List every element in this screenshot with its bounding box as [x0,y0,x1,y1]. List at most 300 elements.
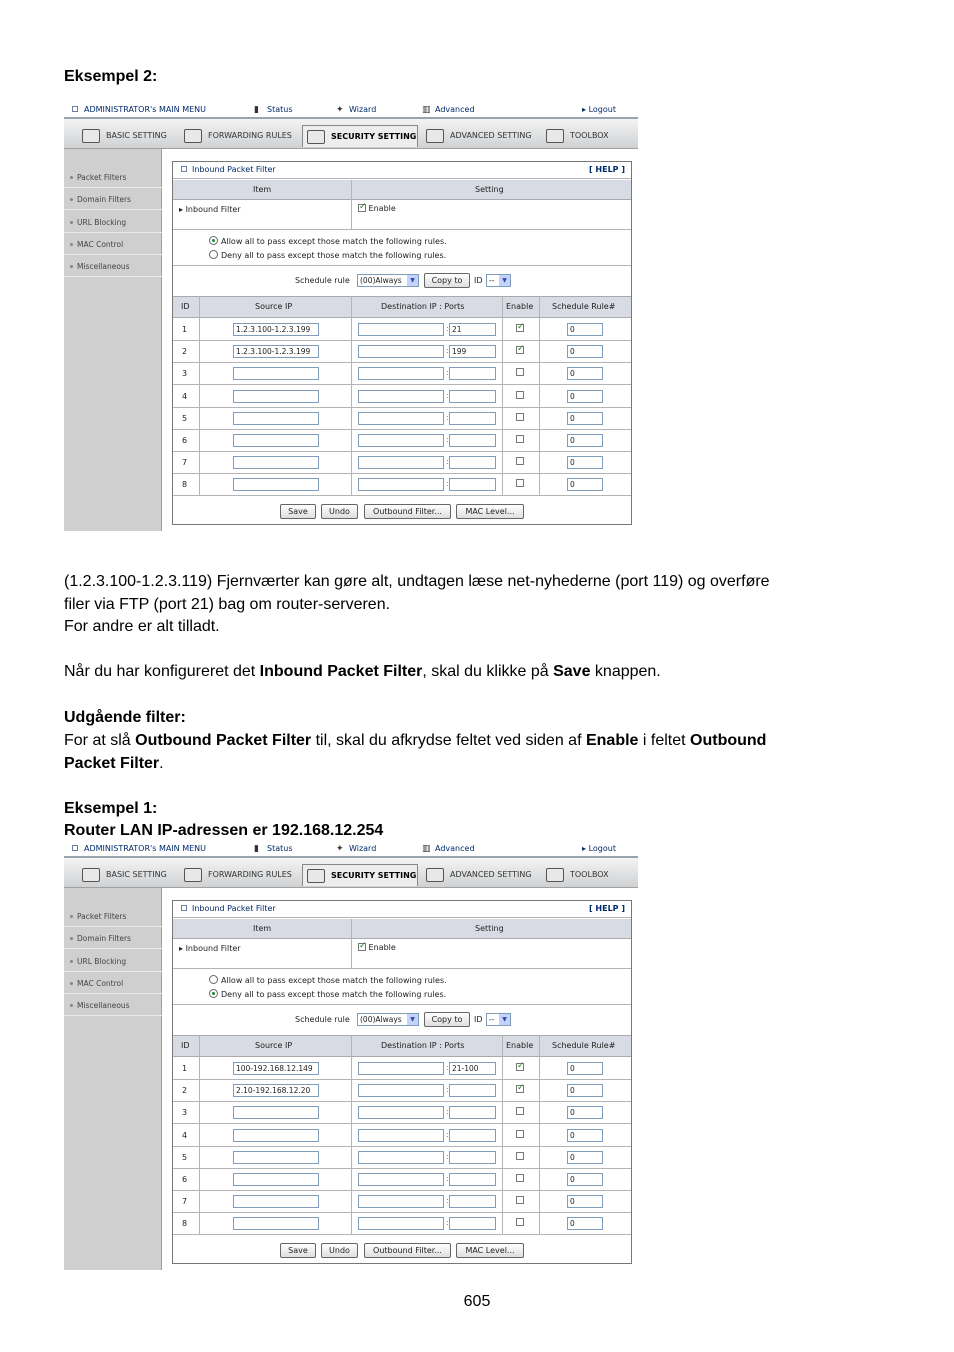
rule-enable-checkbox[interactable] [516,435,524,444]
destination-ip-input[interactable] [358,1129,444,1142]
inbound-packet-filter-panel [172,900,632,1264]
checkbox-icon [358,943,366,951]
row-divider [173,1212,631,1213]
radio-icon [209,236,218,245]
destination-port-input[interactable]: 21-100 [449,1062,496,1075]
id-select[interactable] [486,1013,511,1026]
source-ip-input[interactable]: 100-192.168.12.149 [233,1062,319,1075]
tab-security-setting[interactable] [302,864,418,886]
tab-advanced-setting[interactable] [422,864,540,886]
destination-port-input[interactable] [449,1195,496,1208]
bullet-icon [70,265,73,268]
row-divider [173,451,631,452]
text-bold: Outbound [690,732,767,749]
panel-title-label: Inbound Packet Filter [192,904,276,913]
panel-square-icon [181,905,187,911]
destination-ip-input[interactable] [358,345,444,358]
book-icon [82,129,100,143]
destination-port-input[interactable] [449,1217,496,1230]
tab-basic-setting[interactable] [78,125,178,147]
advanced-icon: ▥ [422,105,431,115]
divider [351,180,352,230]
schedule-rule-input[interactable]: 0 [567,390,603,403]
schedule-rule-input[interactable]: 0 [567,1129,603,1142]
divider [539,1035,540,1235]
schedule-rule-input[interactable]: 0 [567,434,603,447]
panel-title [181,165,276,174]
rule-id: 6 [182,436,188,445]
rule-enable-checkbox[interactable] [516,368,524,377]
rule-enable-checkbox[interactable] [516,1085,524,1094]
id-label: ID [474,276,483,285]
destination-ip-input[interactable] [358,1217,444,1230]
book-icon [82,868,100,882]
divider [351,919,352,969]
destination-port-input[interactable] [449,1106,496,1119]
wizard-link[interactable] [336,105,376,115]
destination-ip-input[interactable] [358,1151,444,1164]
logout-label: Logout [588,105,616,114]
source-ip-input[interactable] [233,478,319,491]
divider [199,1035,200,1235]
tab-label: SECURITY SETTING [331,132,417,141]
destination-port-input[interactable]: 21 [449,323,496,336]
rule-enable-checkbox[interactable] [516,1063,524,1072]
undo-button[interactable]: Undo [321,1243,358,1258]
checkbox-icon [516,479,524,487]
text: , skal du klikke på [422,663,554,680]
rule-id: 7 [182,1197,188,1207]
column-header-destination: Destination IP : Ports [381,1041,465,1050]
rule-enable-checkbox[interactable] [516,324,524,333]
id-label: ID [474,1015,483,1024]
undo-button[interactable]: Undo [321,504,358,519]
schedule-rule-value: (00)Always [360,276,402,285]
item-setting-header [173,919,631,939]
schedule-rule-select[interactable] [357,1013,419,1026]
destination-port-input[interactable] [449,1129,496,1142]
enable-label: Enable [368,204,396,213]
row-divider [173,1101,631,1102]
destination-ip-input[interactable] [358,323,444,336]
rule-enable-checkbox[interactable] [516,1107,524,1116]
radio-icon [209,989,218,998]
source-ip-input[interactable] [233,1217,319,1230]
schedule-rule-value: (00)Always [360,1015,402,1024]
destination-port-input[interactable] [449,367,496,380]
save-button[interactable]: Save [280,1243,316,1258]
ip-port-separator: : [446,1151,449,1161]
rule-enable-checkbox[interactable] [516,391,524,400]
destination-ip-input[interactable] [358,1173,444,1186]
wizard-label: Wizard [349,844,377,853]
column-header-item: Item [253,185,272,194]
rule-id: 8 [182,480,188,490]
bullet-icon [70,176,73,179]
logout-link[interactable] [582,844,616,853]
destination-port-input[interactable] [449,412,496,425]
sidebar-item-label: Miscellaneous [77,1001,130,1010]
rule-id: 4 [182,1130,188,1140]
destination-port-input[interactable]: 199 [449,345,496,358]
source-ip-input[interactable] [233,434,319,447]
chevron-down-icon: ▼ [407,1014,418,1025]
destination-port-input[interactable] [449,1151,496,1164]
divider [502,296,503,496]
router-screenshot-example1 [64,842,638,1270]
menu-square-icon [72,845,78,851]
logout-link[interactable] [582,105,616,114]
divider [351,1035,352,1235]
paragraph-line: For andre er alt tilladt. [64,618,220,635]
text: For at slå [64,732,136,749]
divider [173,968,631,969]
column-header-enable: Enable [506,1041,534,1050]
text-bold: Enable [585,732,639,749]
checkbox-icon [516,324,524,332]
chevron-down-icon: ▼ [407,275,418,286]
source-ip-input[interactable]: 1.2.3.100-1.2.3.199 [233,323,319,336]
page-number: 605 [463,1293,491,1310]
sidebar-item-label: MAC Control [77,979,124,988]
tab-label: FORWARDING RULES [208,131,292,140]
logout-label: Logout [588,844,616,853]
deny-radio[interactable] [209,989,446,999]
rule-enable-checkbox[interactable] [516,1196,524,1205]
checkbox-icon [516,391,524,399]
advanced-label: Advanced [435,105,475,114]
tab-label: ADVANCED SETTING [450,870,532,879]
tab-forwarding-rules[interactable] [180,125,300,147]
column-header-enable: Enable [506,302,534,311]
paragraph-line: filer via FTP (port 21) bag om router-serveren. [64,595,391,613]
paragraph-remote-hosts [64,571,884,639]
source-ip-input[interactable] [233,1173,319,1186]
destination-ip-input[interactable] [358,478,444,491]
admin-menu-link[interactable] [72,844,206,853]
router-screenshot-example2 [64,103,638,531]
wizard-link[interactable] [336,844,376,854]
destination-ip-input[interactable] [358,1106,444,1119]
rule-enable-checkbox[interactable] [516,413,524,422]
outbound-heading: Udgående filter: [64,709,186,726]
destination-ip-input[interactable] [358,1195,444,1208]
tab-security-setting[interactable] [302,125,418,147]
destination-ip-input[interactable] [358,456,444,469]
sidebar-item-url-blocking[interactable] [64,213,162,233]
allow-radio[interactable] [209,975,447,985]
outbound-filter-button[interactable]: Outbound Filter... [364,504,451,519]
bullet-icon [70,243,73,246]
deny-radio-label: Deny all to pass except those match the following rules. [221,251,447,260]
inbound-filter-label: ▸ Inbound Filter [179,205,241,214]
destination-port-input[interactable] [449,1173,496,1186]
bullet-icon [70,1004,73,1007]
sidebar-item-mac-control[interactable] [64,235,162,255]
panel-title-label: Inbound Packet Filter [192,165,276,174]
bullet-icon [70,198,73,201]
row-divider [173,407,631,408]
sidebar-item-packet-filters[interactable] [64,907,162,927]
wizard-icon: ✦ [336,105,344,115]
checkbox-icon [516,1085,524,1093]
help-link[interactable]: [ HELP ] [588,904,625,913]
divider [199,296,200,496]
advanced-icon: ▥ [422,844,431,854]
source-ip-input[interactable]: 2.10-192.168.12.20 [233,1084,319,1097]
source-ip-input[interactable] [233,1151,319,1164]
destination-port-input[interactable] [449,390,496,403]
rule-id: 1 [182,325,188,334]
destination-port-input[interactable] [449,434,496,447]
text: til, skal du afkrydse feltet ved siden af [311,732,586,749]
schedule-rule-input[interactable]: 0 [567,1151,603,1164]
schedule-rule-input[interactable]: 0 [567,323,603,336]
admin-menu-label: ADMINISTRATOR's MAIN MENU [84,844,206,853]
sidebar-item-label: URL Blocking [77,218,127,227]
ip-port-separator: : [446,1063,449,1072]
sidebar [64,149,162,531]
inbound-filter-text: Inbound Filter [185,205,241,214]
row-divider [173,340,631,341]
schedule-rule-input[interactable]: 0 [567,1217,603,1230]
schedule-rule-input[interactable]: 0 [567,1084,603,1097]
schedule-rule-input[interactable]: 0 [567,345,603,358]
destination-port-input[interactable] [449,1084,496,1097]
rule-enable-checkbox[interactable] [516,1152,524,1161]
text: Når du har konfigureret det [64,663,260,680]
example1-subheading: Router LAN IP-adressen er 192.168.12.254 [64,822,384,839]
ip-port-separator: : [446,1129,449,1139]
checkbox-icon [516,1218,524,1226]
schedule-rule-input[interactable]: 0 [567,367,603,380]
ip-port-separator: : [446,479,449,489]
schedule-rule-input[interactable]: 0 [567,1062,603,1075]
bullet-icon [70,960,73,963]
security-icon [307,130,325,144]
checkbox-icon [516,1107,524,1115]
ip-port-separator: : [446,1218,449,1228]
sidebar-item-packet-filters[interactable] [64,168,162,188]
rule-id: 1 [182,1064,188,1073]
inbound-filter-text: Inbound Filter [185,944,241,953]
sidebar-item-label: MAC Control [77,240,124,249]
destination-ip-input[interactable] [358,1084,444,1097]
tab-basic-setting[interactable] [78,864,178,886]
destination-ip-input[interactable] [358,434,444,447]
id-select-value: -- [489,276,495,285]
sidebar-item-mac-control[interactable] [64,974,162,994]
copy-to-button[interactable]: Copy to [424,273,470,288]
row-divider [173,1079,631,1080]
sidebar-item-domain-filters[interactable] [64,190,162,210]
status-link[interactable] [254,105,293,115]
rule-id: 4 [182,391,188,401]
rule-id: 7 [182,458,188,468]
rule-enable-checkbox[interactable] [516,1218,524,1227]
admin-menu-link[interactable] [72,105,206,114]
column-header-item: Item [253,924,272,933]
status-icon: ▮ [254,105,259,115]
destination-ip-input[interactable] [358,1062,444,1075]
outbound-filter-button[interactable]: Outbound Filter... [364,1243,451,1258]
schedule-rule-input[interactable]: 0 [567,412,603,425]
tab-toolbox[interactable] [542,864,620,886]
inbound-packet-filter-panel [172,161,632,525]
destination-ip-input[interactable] [358,390,444,403]
rule-id: 5 [182,1152,188,1162]
allow-radio[interactable] [209,236,447,246]
advanced-link[interactable] [422,105,475,115]
ip-port-separator: : [446,1085,449,1095]
text-bold: Packet Filter [64,754,160,772]
rule-enable-checkbox[interactable] [516,346,524,355]
paragraph-save-instruction [64,661,884,684]
row-divider [173,1190,631,1191]
rule-enable-checkbox[interactable] [516,1174,524,1183]
sidebar-item-label: URL Blocking [77,957,127,966]
row-divider [173,362,631,363]
status-icon: ▮ [254,844,259,854]
source-ip-input[interactable]: 1.2.3.100-1.2.3.199 [233,345,319,358]
allow-radio-label: Allow all to pass except those match the following rules. [221,237,447,246]
schedule-rule-input[interactable]: 0 [567,1195,603,1208]
rule-enable-checkbox[interactable] [516,457,524,466]
sidebar-item-domain-filters[interactable] [64,929,162,949]
panel-header [173,901,631,918]
schedule-rule-select[interactable] [357,274,419,287]
panel-square-icon [181,166,187,172]
schedule-rule-input[interactable]: 0 [567,1173,603,1186]
copy-to-button[interactable]: Copy to [424,1012,470,1027]
status-label: Status [267,844,293,853]
text: . [159,754,164,772]
ip-port-separator: : [446,435,449,444]
source-ip-input[interactable] [233,1129,319,1142]
divider [173,1004,631,1005]
text: knappen. [590,663,661,680]
divider [539,296,540,496]
tab-label: BASIC SETTING [106,870,167,879]
tab-toolbox[interactable] [542,125,620,147]
id-select[interactable] [486,274,511,287]
destination-ip-input[interactable] [358,367,444,380]
tab-label: TOOLBOX [570,870,609,879]
toolbox-icon [546,868,564,882]
advanced-link[interactable] [422,844,475,854]
forwarding-icon [184,129,202,143]
checkbox-icon [516,1174,524,1182]
row-divider [173,429,631,430]
schedule-rule-input[interactable]: 0 [567,456,603,469]
rule-id: 3 [182,369,188,379]
source-ip-input[interactable] [233,1106,319,1119]
column-header-setting: Setting [475,924,504,933]
tab-label: SECURITY SETTING [331,871,417,880]
sidebar-item-miscellaneous[interactable] [64,996,162,1016]
sidebar-item-url-blocking[interactable] [64,952,162,972]
divider [502,1035,503,1235]
bullet-icon [70,221,73,224]
checkbox-icon [516,1196,524,1204]
bullet-icon [70,937,73,940]
tab-label: ADVANCED SETTING [450,131,532,140]
radio-icon [209,975,218,984]
rule-id: 8 [182,1219,188,1229]
column-header-setting: Setting [475,185,504,194]
ip-port-separator: : [446,390,449,400]
enable-inbound-checkbox[interactable] [358,943,396,952]
enable-label: Enable [368,943,396,952]
row-divider [173,1123,631,1124]
sidebar [64,888,162,1270]
destination-port-input[interactable] [449,478,496,491]
column-header-source-ip: Source IP [255,1041,293,1050]
column-header-source-ip: Source IP [255,302,293,311]
help-link[interactable]: [ HELP ] [588,165,625,174]
mac-level-button[interactable]: MAC Level... [456,1243,524,1258]
tab-advanced-setting[interactable] [422,125,540,147]
save-button[interactable]: Save [280,504,316,519]
ip-port-separator: : [446,368,449,378]
rule-id: 2 [182,347,188,357]
source-ip-input[interactable] [233,412,319,425]
item-setting-header [173,180,631,200]
rules-table-header [173,296,631,318]
tab-label: FORWARDING RULES [208,870,292,879]
row-divider [173,1146,631,1147]
status-link[interactable] [254,844,293,854]
forwarding-icon [184,868,202,882]
source-ip-input[interactable] [233,1195,319,1208]
sidebar-item-miscellaneous[interactable] [64,257,162,277]
schedule-rule-input[interactable]: 0 [567,478,603,491]
column-header-schedule-rule: Schedule Rule# [552,302,616,311]
column-header-schedule-rule: Schedule Rule# [552,1041,616,1050]
schedule-rule-input[interactable]: 0 [567,1106,603,1119]
mac-level-button[interactable]: MAC Level... [456,504,524,519]
ip-port-separator: : [446,1196,449,1206]
text: i feltet [638,732,691,749]
column-header-id: ID [181,1041,190,1050]
wizard-label: Wizard [349,105,377,114]
deny-radio[interactable] [209,250,446,260]
text-bold: Inbound Packet Filter [259,663,423,680]
panel-header [173,162,631,179]
sidebar-item-label: Domain Filters [77,195,131,204]
rule-enable-checkbox[interactable] [516,479,524,488]
tab-forwarding-rules[interactable] [180,864,300,886]
ip-port-separator: : [446,1174,449,1183]
advanced-setting-icon [426,868,444,882]
row-divider [173,473,631,474]
rule-enable-checkbox[interactable] [516,1130,524,1139]
tab-strip [64,856,638,888]
divider [173,229,631,230]
rules-table-header [173,1035,631,1057]
destination-port-input[interactable] [449,456,496,469]
example2-heading: Eksempel 2: [64,68,158,85]
allow-radio-label: Allow all to pass except those match the following rules. [221,976,447,985]
source-ip-input[interactable] [233,456,319,469]
destination-ip-input[interactable] [358,412,444,425]
divider [351,296,352,496]
source-ip-input[interactable] [233,367,319,380]
enable-inbound-checkbox[interactable] [358,204,396,213]
tab-strip [64,117,638,149]
source-ip-input[interactable] [233,390,319,403]
main-menu-bar [64,103,638,117]
